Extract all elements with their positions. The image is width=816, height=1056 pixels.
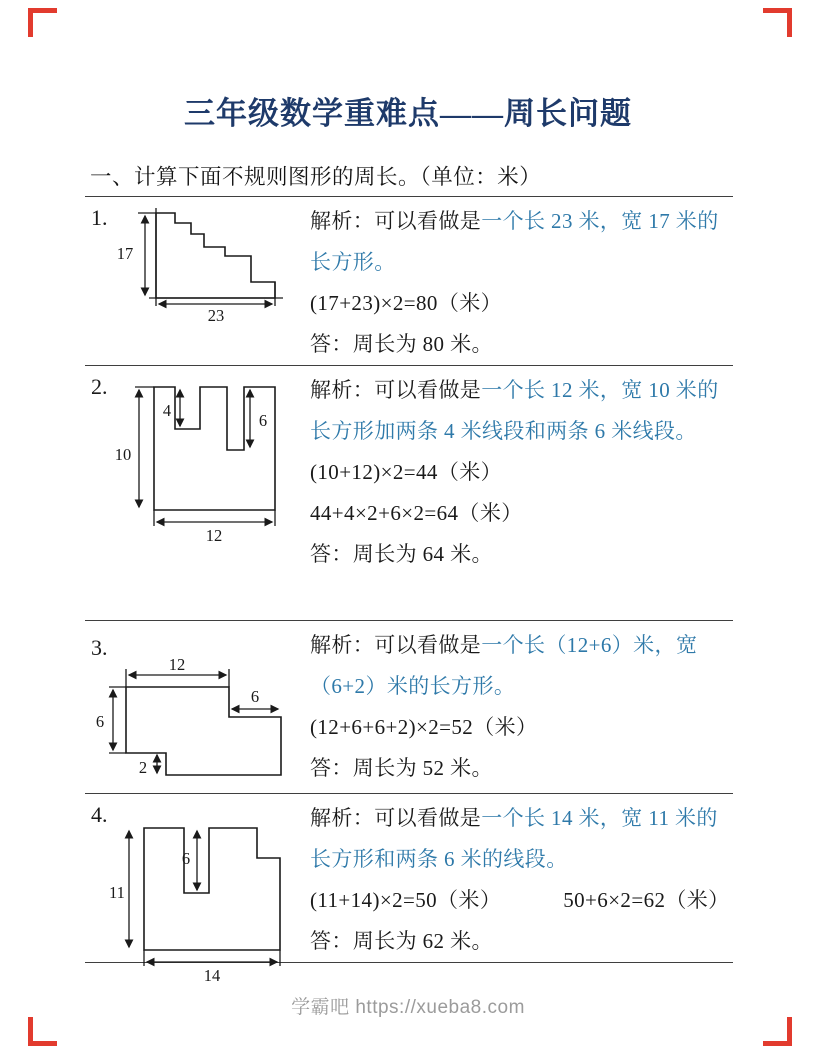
equation-line: 44+4×2+6×2=64（米） xyxy=(310,501,523,525)
section-heading: 一、计算下面不规则图形的周长。（单位：米） xyxy=(90,165,542,189)
problem-row-4 xyxy=(85,793,733,985)
solution-column-1 xyxy=(310,197,733,365)
dim-height-label: 10 xyxy=(114,445,132,464)
analysis-paragraph xyxy=(310,201,733,283)
analysis-label: 解析：可以看做是 xyxy=(310,633,482,657)
solution-column-2 xyxy=(310,366,733,620)
problem-number: 1. xyxy=(91,205,108,230)
analysis-highlight: 一个长 14 米，宽 11 米的长方形和两条 6 米的线段。 xyxy=(310,806,718,871)
crop-mark-bottom-left-icon xyxy=(28,1017,57,1046)
answer-line: 答：周长为 52 米。 xyxy=(310,756,493,780)
figure-column-4 xyxy=(85,794,310,985)
footer-site-link: 学霸吧 https://xueba8.com xyxy=(291,997,525,1018)
solution-column-4 xyxy=(310,794,733,962)
equation-line: (12+6+6+2)×2=52（米） xyxy=(310,715,538,739)
dim-width-label: 12 xyxy=(205,526,223,545)
dim-slot2-label: 6 xyxy=(258,411,268,430)
answer-line: 答：周长为 62 米。 xyxy=(310,929,493,953)
problem-row-1 xyxy=(85,196,733,365)
dim-slot1-label: 4 xyxy=(162,401,172,420)
z-shape-figure-diagram xyxy=(91,657,301,789)
page-title: 三年级数学重难点——周长问题 xyxy=(184,96,632,131)
dim-width-label: 23 xyxy=(207,306,225,325)
notched-rectangle-figure-diagram xyxy=(109,372,309,552)
dim-height-label: 17 xyxy=(116,244,134,263)
analysis-highlight: 一个长（12+6）米，宽（6+2）米的长方形。 xyxy=(310,633,698,698)
analysis-highlight: 一个长 12 米，宽 10 米的长方形加两条 4 米线段和两条 6 米线段。 xyxy=(310,378,719,443)
analysis-highlight: 一个长 23 米，宽 17 米的长方形。 xyxy=(310,209,719,274)
dim-top-label: 12 xyxy=(168,657,186,674)
analysis-paragraph xyxy=(310,625,733,707)
dim-right-label: 6 xyxy=(250,687,260,706)
equation-pair-line xyxy=(310,880,733,921)
figure-column-2 xyxy=(85,366,310,620)
equation-line: (10+12)×2=44（米） xyxy=(310,460,503,484)
analysis-label: 解析：可以看做是 xyxy=(310,209,482,233)
problem-number: 2. xyxy=(91,374,108,399)
answer-line: 答：周长为 64 米。 xyxy=(310,542,493,566)
dim-left-label: 6 xyxy=(95,712,105,731)
equation-line: 50+6×2=62（米） xyxy=(563,888,730,912)
analysis-label: 解析：可以看做是 xyxy=(310,378,482,402)
crop-mark-top-left-icon xyxy=(28,8,57,37)
problem-list xyxy=(85,196,733,985)
equation-line: (11+14)×2=50（米） xyxy=(310,888,502,912)
crop-mark-bottom-right-icon xyxy=(763,1017,792,1046)
analysis-label: 解析：可以看做是 xyxy=(310,806,482,830)
problem-number: 4. xyxy=(91,802,108,827)
dim-slot-label: 6 xyxy=(181,849,191,868)
dim-height-label: 11 xyxy=(109,883,125,902)
analysis-paragraph xyxy=(310,798,733,880)
crop-mark-top-right-icon xyxy=(763,8,792,37)
analysis-paragraph xyxy=(310,370,733,452)
problem-number: 3. xyxy=(91,635,108,660)
staircase-figure-diagram xyxy=(111,203,311,333)
dim-width-label: 14 xyxy=(203,966,221,985)
figure-column-3 xyxy=(85,621,310,793)
slotted-rectangle-figure-diagram xyxy=(109,798,324,988)
equation-line: (17+23)×2=80（米） xyxy=(310,291,503,315)
solution-column-3 xyxy=(310,621,733,793)
figure-column-1 xyxy=(85,197,310,365)
problem-row-3 xyxy=(85,620,733,793)
dim-notch-label: 2 xyxy=(138,758,148,777)
problem-row-2 xyxy=(85,365,733,620)
answer-line: 答：周长为 80 米。 xyxy=(310,332,493,356)
